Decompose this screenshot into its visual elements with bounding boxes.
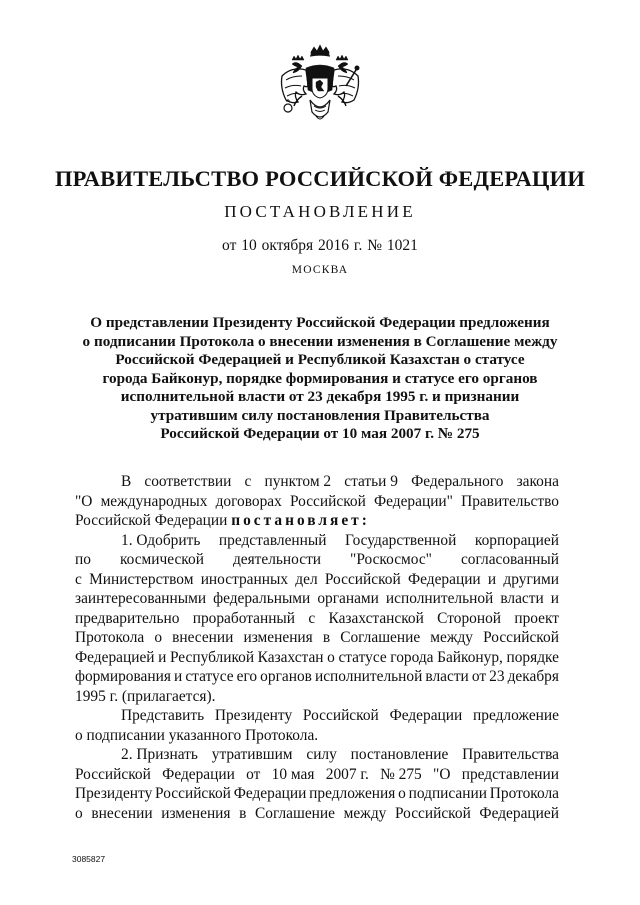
word: закона (516, 473, 559, 490)
word: "О (433, 765, 451, 783)
word: Республикой (169, 648, 255, 666)
word: Протокола (489, 785, 559, 802)
word: Президенту (75, 785, 153, 802)
subject-line: утратившим силу постановления Правительства (150, 406, 490, 424)
word: от (471, 668, 487, 685)
word: его (236, 668, 258, 685)
word: проект (514, 609, 559, 627)
word: с (75, 570, 82, 588)
word: изменения (243, 629, 313, 646)
word: с (308, 609, 316, 627)
word: Протокола (75, 629, 145, 646)
word: 23 (489, 668, 505, 685)
word: Федерацией (479, 804, 559, 822)
word: порядке (506, 648, 559, 666)
word: статьи 9 (344, 473, 398, 490)
word: о (327, 648, 335, 666)
paragraph-line (75, 472, 559, 492)
word: и (550, 590, 559, 607)
word: о (75, 804, 83, 822)
word: города (390, 648, 434, 666)
word: пунктом 2 (264, 473, 332, 490)
paragraph-line (75, 648, 559, 668)
word: представленный (218, 531, 327, 549)
paragraph-line (75, 511, 559, 531)
paragraph-line (75, 765, 559, 785)
word: "Роскосмос" (350, 551, 432, 568)
subject-line: Российской Федерации от 10 мая 2007 г. № 275 (160, 425, 480, 442)
word: предложения (309, 785, 396, 802)
word: Казахстан (257, 648, 324, 666)
word: Федерального (411, 473, 504, 490)
paragraph-line (75, 609, 559, 629)
word: Российской (289, 492, 366, 510)
word: Государственной (345, 531, 457, 549)
word: Федерации (407, 570, 481, 588)
word: Стороной (437, 609, 502, 627)
word: деятельности (232, 551, 322, 568)
word: предварительно (75, 609, 180, 627)
paragraph-line (75, 531, 559, 551)
paragraph-line: 1995 г. (прилагается). (75, 687, 216, 705)
word: и (174, 668, 183, 685)
subject-line: Российской Федерацией и Республикой Казахстан о статусе (115, 351, 525, 368)
document-city: МОСКВА (291, 264, 349, 276)
word: исполнительной (385, 590, 494, 607)
government-title: ПРАВИТЕЛЬСТВО РОССИЙСКОЙ ФЕДЕРАЦИИ (54, 166, 586, 191)
word: с (244, 473, 252, 490)
paragraph-line (75, 628, 559, 648)
word: Президенту (214, 707, 293, 724)
word: в (322, 629, 331, 646)
word: В (121, 473, 132, 490)
word: от (246, 765, 261, 783)
subject-line: города Байконур, порядке формирования и статусе его органов (102, 369, 538, 387)
word: и (158, 648, 167, 666)
subject-line: О представлении Президенту Российской Федерации предложения (90, 314, 550, 331)
paragraph-line (75, 745, 559, 765)
paragraph-line (75, 550, 559, 570)
document-subject (70, 314, 570, 444)
word: между (430, 629, 473, 646)
word: Российской (155, 785, 231, 802)
word: международных (100, 492, 208, 510)
word: статусе (338, 648, 387, 666)
document-type: ПОСТАНОВЛЕНИЕ (224, 202, 416, 221)
word: подписании (408, 785, 487, 802)
word: 2007 г. (325, 765, 369, 783)
word: Федерацией (75, 648, 155, 666)
word: Правительства (462, 746, 559, 763)
document-code: 3085827 (72, 854, 106, 864)
word: в (239, 804, 247, 822)
word: договорах (215, 492, 282, 510)
word: исполнительной (314, 668, 423, 685)
word: предложение (473, 707, 559, 724)
word: Российской (483, 629, 559, 646)
word: формирования (75, 668, 171, 685)
paragraph-line (75, 492, 559, 512)
word: по (75, 551, 91, 568)
word: корпорацией (474, 531, 559, 549)
word: силу (306, 746, 337, 763)
word: Представить (121, 707, 205, 724)
word: Правительство (461, 492, 559, 510)
document-body (75, 472, 559, 823)
word: Федерации" (373, 492, 453, 510)
word: Казахстанской (328, 609, 424, 627)
word: о (398, 785, 406, 802)
paragraph-line (75, 589, 559, 609)
word: и (487, 570, 497, 588)
word: соответствии (144, 473, 232, 490)
paragraph-line (75, 570, 559, 590)
word: Российской (324, 570, 401, 588)
word: органов (260, 668, 312, 685)
word: заинтересованными (75, 590, 207, 607)
word: 2. Признать (121, 746, 198, 763)
word: "О (75, 492, 93, 510)
word: 1. Одобрить (121, 531, 201, 549)
word: утратившим (211, 746, 293, 763)
word: федеральными (213, 590, 311, 607)
subject-line: о подписании Протокола о внесении изменения в Соглашение между (82, 332, 558, 350)
word: Соглашение (255, 804, 335, 822)
paragraph-line: о подписании указанного Протокола. (75, 726, 319, 744)
paragraph-text: Российской Федерации (75, 512, 232, 529)
coat-of-arms-icon (272, 44, 368, 144)
word: представлении (461, 765, 559, 783)
word: Российской (394, 804, 471, 822)
word: изменения (161, 804, 231, 822)
subject-line: исполнительной власти от 23 декабря 1995 г. и признании (120, 388, 520, 405)
word: Федерации (389, 707, 463, 724)
word: Федерации (162, 765, 235, 783)
paragraph-line (75, 784, 559, 804)
word: дел (295, 570, 318, 588)
word: иностранных (200, 570, 289, 588)
word: Министерством (89, 570, 194, 588)
word: власти (425, 668, 469, 685)
word: внесении (172, 629, 234, 646)
word: Российской (302, 707, 379, 724)
word: внесении (91, 804, 153, 822)
word: № 275 (380, 765, 422, 783)
word: Байконур, (437, 648, 503, 666)
word: Соглашение (340, 629, 421, 646)
word: другими (503, 570, 559, 588)
word: Федерации (233, 785, 307, 802)
word: космической (119, 551, 204, 568)
word: статусе (185, 668, 234, 685)
paragraph-line (75, 667, 559, 687)
word: о (154, 629, 163, 646)
word: проработанный (192, 609, 296, 627)
word: 10 мая (271, 765, 315, 783)
paragraph-line (75, 804, 559, 824)
word: постановление (350, 746, 449, 763)
word: власти (500, 590, 544, 607)
paragraph-line (75, 706, 559, 726)
word: Российской (75, 765, 151, 783)
decree-word: постановляет: (231, 512, 370, 529)
document-date-number: от 10 октября 2016 г. № 1021 (222, 237, 418, 254)
word: органами (317, 590, 379, 607)
word: между (343, 804, 387, 822)
word: декабря (507, 668, 559, 685)
word: согласованный (460, 551, 559, 568)
